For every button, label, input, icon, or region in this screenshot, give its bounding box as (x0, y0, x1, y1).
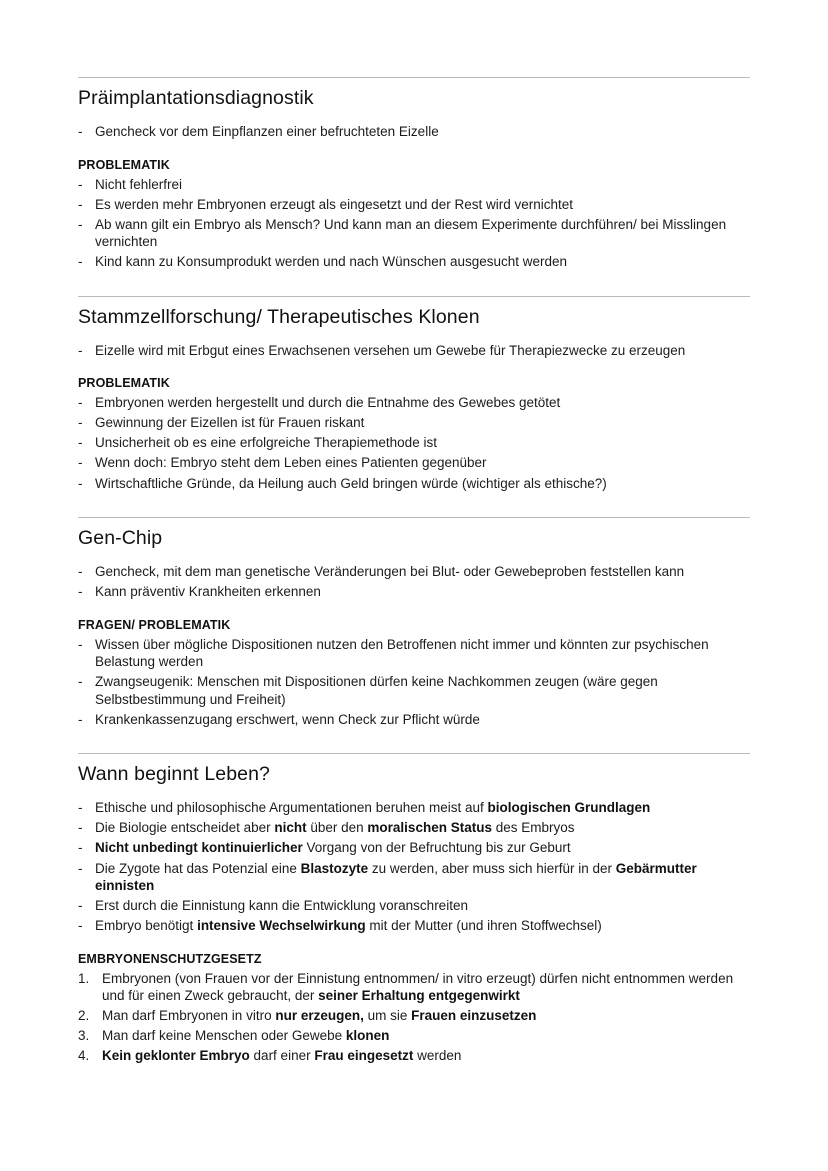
dash-list (78, 342, 750, 360)
item-text: Die Biologie entscheidet aber nicht über den moralischen Status des Embryos (95, 820, 575, 836)
section-divider (78, 296, 750, 297)
list-item (78, 123, 750, 141)
item-number: 1. (78, 970, 90, 986)
list-item (78, 860, 750, 895)
item-text: Kind kann zu Konsumprodukt werden und nach Wünschen ausgesucht werden (95, 254, 568, 270)
numbered-item (78, 1047, 750, 1065)
dash-bullet: - (78, 254, 83, 270)
list-item (78, 819, 750, 837)
section-title: Präimplantationsdiagnostik (78, 87, 314, 109)
dash-bullet: - (78, 435, 83, 451)
section-divider (78, 517, 750, 518)
numbered-item (78, 970, 750, 1005)
list-item (78, 454, 750, 472)
item-text: Gewinnung der Eizellen ist für Frauen riskant (95, 415, 365, 431)
dash-bullet: - (78, 415, 83, 431)
item-text: Kann präventiv Krankheiten erkennen (95, 584, 321, 600)
dash-bullet: - (78, 711, 83, 727)
item-text: Wissen über mögliche Dispositionen nutzen den Betroffenen nicht immer und könnten zur psychischen Belastung werden (95, 636, 709, 670)
item-text: Gencheck vor dem Einpflanzen einer befruchteten Eizelle (95, 124, 439, 139)
section-subheading: FRAGEN/ PROBLEMATIK (78, 617, 231, 632)
section-title: Wann beginnt Leben? (78, 763, 270, 786)
list-item (78, 176, 750, 194)
item-text: Krankenkassenzugang erschwert, wenn Check zur Pflicht würde (95, 711, 480, 727)
item-text: Embryonen (von Frauen vor der Einnistung entnommen/ in vitro erzeugt) dürfen nicht entnommen werden und für einen Zweck gebraucht, der seiner Erhaltung entgegenwirkt (102, 970, 734, 1004)
dash-list (78, 176, 750, 271)
item-number: 4. (78, 1048, 90, 1064)
item-text: Kein geklonter Embryo darf einer Frau eingesetzt werden (102, 1048, 462, 1064)
list-item (78, 434, 750, 452)
dash-list (78, 563, 750, 601)
dash-list (78, 799, 750, 934)
item-text: Gencheck, mit dem man genetische Veränderungen bei Blut- oder Gewebeproben feststellen kann (95, 564, 685, 580)
dash-bullet: - (78, 636, 83, 652)
dash-bullet: - (78, 800, 83, 816)
dash-bullet: - (78, 898, 83, 914)
item-text: Nicht fehlerfrei (95, 176, 183, 192)
list-item (78, 253, 750, 271)
dash-bullet: - (78, 860, 83, 876)
item-text: Embryonen werden hergestellt und durch die Entnahme des Gewebes getötet (95, 395, 561, 411)
dash-bullet: - (78, 395, 83, 411)
list-item (78, 583, 750, 601)
item-text: Man darf Embryonen in vitro nur erzeugen, um sie Frauen einzusetzen (102, 1008, 537, 1024)
item-text: Wirtschaftliche Gründe, da Heilung auch Geld bringen würde (wichtiger als ethische?) (95, 475, 607, 491)
section-subheading: EMBRYONENSCHUTZGESETZ (78, 951, 262, 966)
list-item (78, 636, 750, 671)
section-divider (78, 77, 750, 78)
dash-list (78, 636, 750, 729)
dash-bullet: - (78, 342, 83, 358)
section (78, 77, 750, 271)
numbered-item (78, 1027, 750, 1045)
dash-bullet: - (78, 674, 83, 690)
dash-list (78, 123, 750, 141)
item-text: Unsicherheit ob es eine erfolgreiche Therapiemethode ist (95, 435, 437, 451)
item-text: Embryo benötigt intensive Wechselwirkung mit der Mutter (und ihren Stoffwechsel) (95, 918, 602, 934)
section (78, 517, 750, 728)
list-item (78, 563, 750, 581)
list-item (78, 414, 750, 432)
item-number: 3. (78, 1028, 90, 1044)
item-text: Man darf keine Menschen oder Gewebe klonen (102, 1028, 390, 1044)
list-item (78, 917, 750, 935)
section (78, 296, 750, 492)
section-title: Gen-Chip (78, 527, 163, 550)
list-item (78, 216, 750, 251)
item-text: Erst durch die Einnistung kann die Entwicklung voranschreiten (95, 898, 468, 914)
item-text: Zwangseugenik: Menschen mit Dispositionen dürfen keine Nachkommen zeugen (wäre gegen Selbstbestimmung und Freiheit) (95, 674, 658, 707)
list-item (78, 196, 750, 214)
dash-bullet: - (78, 820, 83, 836)
list-item (78, 799, 750, 817)
item-text: Nicht unbedingt kontinuierlicher Vorgang von der Befruchtung bis zur Geburt (95, 840, 571, 856)
list-item (78, 897, 750, 915)
item-text: Ab wann gilt ein Embryo als Mensch? Und kann man an diesem Experimente durchführen/ bei Misslingen vernichten (95, 216, 727, 250)
dash-bullet: - (78, 840, 83, 856)
list-item (78, 342, 750, 360)
list-item (78, 711, 750, 729)
dash-bullet: - (78, 216, 83, 232)
dash-bullet: - (78, 918, 83, 934)
section-subheading: PROBLEMATIK (78, 376, 170, 391)
dash-bullet: - (78, 584, 83, 600)
section-divider (78, 753, 750, 754)
item-text: Es werden mehr Embryonen erzeugt als eingesetzt und der Rest wird vernichtet (95, 196, 573, 212)
item-number: 2. (78, 1008, 90, 1024)
dash-bullet: - (78, 564, 83, 580)
list-item (78, 394, 750, 412)
item-text: Eizelle wird mit Erbgut eines Erwachsenen versehen um Gewebe für Therapiezwecke zu erzeugen (95, 342, 686, 358)
dash-bullet: - (78, 475, 83, 491)
item-text: Die Zygote hat das Potenzial eine Blastozyte zu werden, aber muss sich hierfür in der Gebärmutter einnisten (95, 860, 697, 894)
dash-bullet: - (78, 124, 83, 139)
dash-bullet: - (78, 455, 83, 471)
section-title: Stammzellforschung/ Therapeutisches Klonen (78, 305, 480, 328)
list-item (78, 475, 750, 493)
dash-list (78, 394, 750, 492)
item-text: Ethische und philosophische Argumentationen beruhen meist auf biologischen Grundlagen (95, 800, 651, 816)
list-item (78, 839, 750, 857)
section (78, 753, 750, 1065)
numbered-list (78, 970, 750, 1065)
section-subheading: PROBLEMATIK (78, 157, 170, 172)
numbered-item (78, 1007, 750, 1025)
list-item (78, 673, 750, 708)
item-text: Wenn doch: Embryo steht dem Leben eines Patienten gegenüber (95, 455, 487, 471)
dash-bullet: - (78, 176, 83, 192)
dash-bullet: - (78, 196, 83, 212)
